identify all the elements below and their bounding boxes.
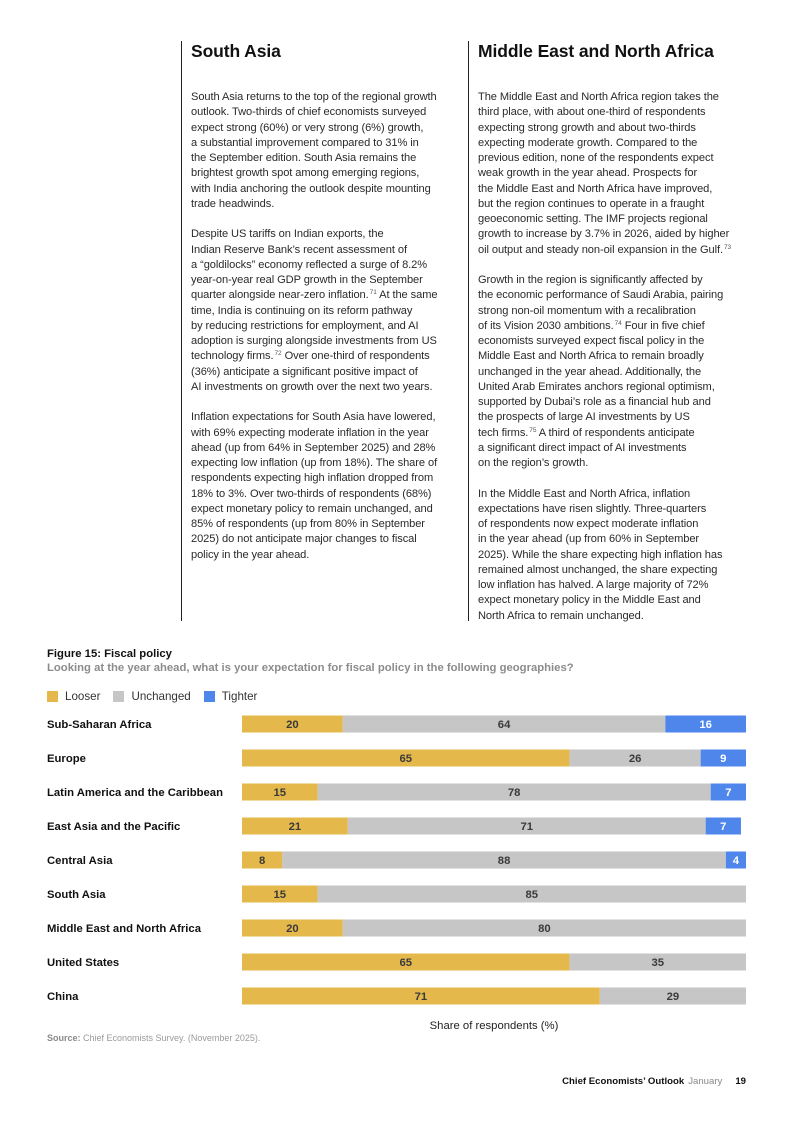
- data-label-unchanged-middle-east-and-north-africa: 80: [538, 923, 551, 935]
- legend-swatch-looser: [47, 691, 58, 702]
- category-label-united-states: United States: [47, 957, 120, 969]
- mena-paragraph-2: Growth in the region is significantly affected by the economic performance of Saudi Arabia, pairing strong non-oil momentum with a recalibration of its Vision 2030 ambitions.$^{74}$ Four in five chief economists surveyed expect fiscal policy in the Middle East and North Africa to remain broadly unchanged in the year ahead. Additionally, the United Arab Emirates anchors regional optimism, supported by Dubai’s role as a financial hub and the prospects of large AI investments by US tech firms.$^{75}$ A third of respondents anticipate a significant direct impact of AI investments on the region’s growth.: [478, 274, 724, 469]
- category-label-central-asia: Central Asia: [47, 855, 113, 867]
- mena-paragraph-1: The Middle East and North Africa region takes the third place, with about one-third of respondents expecting strong growth and about two-thirds expecting moderate growth. Compared to the previous edition, none of the respondents expect weak growth in the year ahead. Prospects for the Middle East and North Africa have improved, but the region continues to operate in a fraught geoeconomic setting. The IMF projects regional growth to increase by 3.7% in 2026, aided by higher oil output and steady non-oil expansion in the Gulf.$^{73}$: [478, 91, 732, 256]
- data-label-looser-central-asia: 8: [259, 855, 266, 867]
- source-label: Source:: [47, 1033, 81, 1043]
- category-label-china: China: [47, 991, 79, 1003]
- fiscal-policy-chart: [0, 705, 793, 1025]
- category-label-south-asia: South Asia: [47, 889, 106, 901]
- category-label-latin-america-and-the-caribbean: Latin America and the Caribbean: [47, 787, 223, 799]
- data-label-unchanged-sub-saharan-africa: 64: [497, 719, 511, 731]
- mena-column: [468, 41, 758, 621]
- figure-title: Figure 15: Fiscal policy: [47, 648, 172, 660]
- mena-heading: Middle East and North Africa: [478, 41, 714, 61]
- footnote-ref: 72: [274, 350, 282, 358]
- south-asia-paragraph-2: Despite US tariffs on Indian exports, the Indian Reserve Bank’s recent assessment of a “goldilocks” economy reflected a surge of 8.2% year-on-year real GDP growth in the September quarter alongside near-zero inflation.$^{71}$ At the same time, India is continuing on its reform pathway by reducing restrictions for employment, and AI adoption is surging alongside investments from US technology firms.$^{72}$ Over one-third of respondents (36%) anticipate a significant positive impact of AI investments on growth over the next two years.: [191, 228, 438, 393]
- mena-paragraph-3: In the Middle East and North Africa, inflation expectations have risen slightly. Three-quarters of respondents now expect moderate inflation in the year ahead (up from 60% in September 2025). While the share expecting high inflation has remained almost unchanged, the share expecting low inflation has halved. A large majority of 72% expect monetary policy in the Middle East and North Africa to remain unchanged.: [478, 487, 723, 622]
- data-label-looser-south-asia: 15: [273, 889, 287, 901]
- category-label-east-asia-and-the-pacific: East Asia and the Pacific: [47, 821, 181, 833]
- data-label-looser-sub-saharan-africa: 20: [286, 719, 299, 731]
- data-label-tighter-sub-saharan-africa: 16: [699, 719, 712, 731]
- data-label-unchanged-latin-america-and-the-caribbean: 78: [507, 787, 521, 799]
- data-label-unchanged-south-asia: 85: [525, 889, 539, 901]
- data-label-tighter-latin-america-and-the-caribbean: 7: [725, 787, 732, 799]
- figure-source: [47, 1033, 260, 1043]
- data-label-unchanged-china: 29: [666, 991, 680, 1003]
- data-label-looser-latin-america-and-the-caribbean: 15: [273, 787, 287, 799]
- data-label-looser-united-states: 65: [399, 957, 413, 969]
- legend-item-unchanged: [113, 690, 190, 703]
- chart-legend: [47, 690, 270, 703]
- legend-swatch-tighter: [204, 691, 215, 702]
- legend-label-tighter: Tighter: [221, 690, 258, 703]
- footnote-ref: 75: [529, 426, 537, 434]
- data-label-unchanged-central-asia: 88: [497, 855, 511, 867]
- footer-publication: Chief Economists’ Outlook: [562, 1076, 685, 1087]
- category-label-europe: Europe: [47, 753, 86, 765]
- data-label-tighter-east-asia-and-the-pacific: 7: [720, 821, 727, 833]
- legend-item-tighter: [204, 690, 258, 703]
- data-label-unchanged-europe: 26: [628, 753, 642, 765]
- category-label-sub-saharan-africa: Sub-Saharan Africa: [47, 719, 152, 731]
- legend-swatch-unchanged: [113, 691, 124, 702]
- data-label-tighter-europe: 9: [720, 753, 727, 765]
- data-label-tighter-central-asia: 4: [732, 855, 740, 867]
- south-asia-paragraph-1: South Asia returns to the top of the regional growth outlook. Two-thirds of chief economists surveyed expect strong (60%) or very strong (6%) growth, a substantial improvement compared to 31% in the September edition. South Asia remains the brightest growth spot among emerging regions, with India anchoring the outlook despite mounting trade headwinds.: [191, 91, 437, 210]
- source-text: Chief Economists Survey. (November 2025).: [80, 1033, 261, 1043]
- x-axis-label: Share of respondents (%): [429, 1020, 559, 1032]
- footnote-ref: 71: [369, 289, 377, 297]
- south-asia-heading: South Asia: [191, 41, 281, 61]
- page-number: 19: [735, 1076, 746, 1087]
- legend-label-unchanged: Unchanged: [131, 690, 191, 703]
- page-footer: [562, 1076, 746, 1087]
- footer-month: January: [688, 1076, 723, 1087]
- category-label-middle-east-and-north-africa: Middle East and North Africa: [47, 923, 201, 935]
- data-label-looser-east-asia-and-the-pacific: 21: [288, 821, 302, 833]
- south-asia-paragraph-3: Inflation expectations for South Asia have lowered, with 69% expecting moderate inflation in the year ahead (up from 64% in September 2025) and 28% expecting low inflation (up from 18%). The share of respondents expecting high inflation dropped from 18% to 3%. Over two-thirds of respondents (68%) expect monetary policy to remain unchanged, and 85% of respondents (up from 80% in September 2025) do not anticipate major changes to fiscal policy in the year ahead.: [191, 411, 438, 561]
- footnote-ref: 73: [724, 243, 732, 251]
- legend-label-looser: Looser: [65, 690, 101, 703]
- south-asia-column: [181, 41, 463, 621]
- legend-item-looser: [47, 690, 100, 703]
- footnote-ref: 74: [614, 319, 622, 327]
- data-label-looser-china: 71: [414, 991, 428, 1003]
- figure-subtitle: Looking at the year ahead, what is your expectation for fiscal policy in the following geographies?: [47, 662, 574, 674]
- data-label-looser-middle-east-and-north-africa: 20: [286, 923, 299, 935]
- data-label-looser-europe: 65: [399, 753, 413, 765]
- data-label-unchanged-east-asia-and-the-pacific: 71: [520, 821, 534, 833]
- data-label-unchanged-united-states: 35: [651, 957, 665, 969]
